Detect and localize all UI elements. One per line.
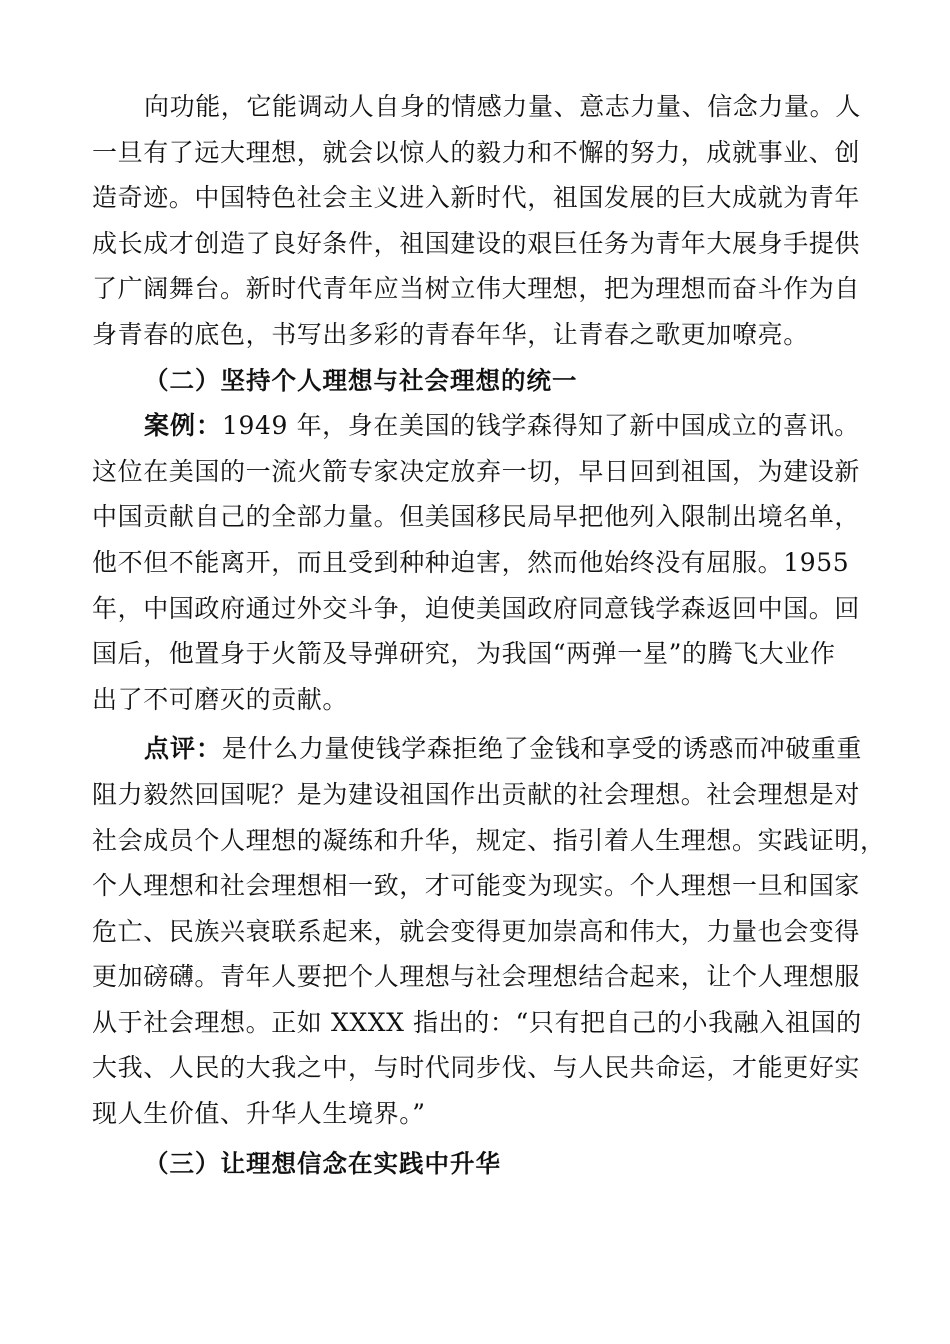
text-line: 危亡、民族兴衰联系起来，就会变得更加崇高和伟大，力量也会变得 [92, 916, 861, 946]
text-line [92, 403, 864, 449]
comment-first-line: 是什么力量使钱学森拒绝了金钱和享受的诱惑而冲破重重 [222, 734, 863, 764]
text-line: 国后，他置身于火箭及导弹研究，为我国“两弹一星”的腾飞大业作 [92, 639, 836, 669]
text-line: 向功能，它能调动人自身的情感力量、意志力量、信念力量。人 [144, 92, 861, 121]
text-line: 成长成才创造了良好条件，祖国建设的艰巨任务为青年大展身手提供 [92, 228, 861, 258]
text-line: 了广阔舞台。新时代青年应当树立伟大理想，把为理想而奋斗作为自 [92, 274, 861, 304]
text-line: 身青春的底色，书写出多彩的青春年华，让青春之歌更加嘹亮。 [92, 319, 809, 349]
text-line: 现人生价值、升华人生境界。” [92, 1099, 426, 1129]
section-heading-2: （二）坚持个人理想与社会理想的统一 [144, 365, 578, 395]
text-line: 这位在美国的一流火箭专家决定放弃一切，早日回到祖国，为建设新 [92, 456, 861, 486]
text-line: 大我、人民的大我之中，与时代同步伐、与人民共命运，才能更好实 [92, 1053, 861, 1083]
text-line: 出了不可磨灭的贡献。 [92, 684, 349, 714]
text-line: 年，中国政府通过外交斗争，迫使美国政府同意钱学森返回中国。回 [92, 593, 861, 623]
section-heading-3: （三）让理想信念在实践中升华 [144, 1148, 501, 1178]
text-line: 个人理想和社会理想相一致，才可能变为现实。个人理想一旦和国家 [92, 871, 861, 901]
text-line: 一旦有了远大理想，就会以惊人的毅力和不懈的努力，成就事业、创 [92, 137, 861, 167]
text-line: 阻力毅然回国呢？是为建设祖国作出贡献的社会理想。社会理想是对 [92, 779, 861, 809]
case-paragraph [92, 403, 864, 722]
comment-paragraph [92, 726, 886, 1136]
paragraph-ideal-function [92, 84, 864, 358]
case-label: 案例： [144, 411, 223, 441]
text-line [92, 726, 864, 772]
text-line: 他不但不能离开，而且受到种种迫害，然而他始终没有屈服。1955 [92, 547, 850, 577]
case-first-line: 1949 年，身在美国的钱学森得知了新中国成立的喜讯。 [222, 411, 860, 441]
text-line: 更加磅礴。青年人要把个人理想与社会理想结合起来，让个人理想服 [92, 962, 861, 992]
document-page [92, 84, 886, 1186]
text-line: 社会成员个人理想的凝练和升华，规定、指引着人生理想。实践证明， [92, 825, 886, 855]
text-line: 造奇迹。中国特色社会主义进入新时代，祖国发展的巨大成就为青年 [92, 183, 861, 213]
comment-label: 点评： [144, 734, 223, 764]
text-line: 从于社会理想。正如 XXXX 指出的：“只有把自己的小我融入祖国的 [92, 1007, 862, 1037]
text-line: 中国贡献自己的全部力量。但美国移民局早把他列入限制出境名单， [92, 502, 861, 532]
